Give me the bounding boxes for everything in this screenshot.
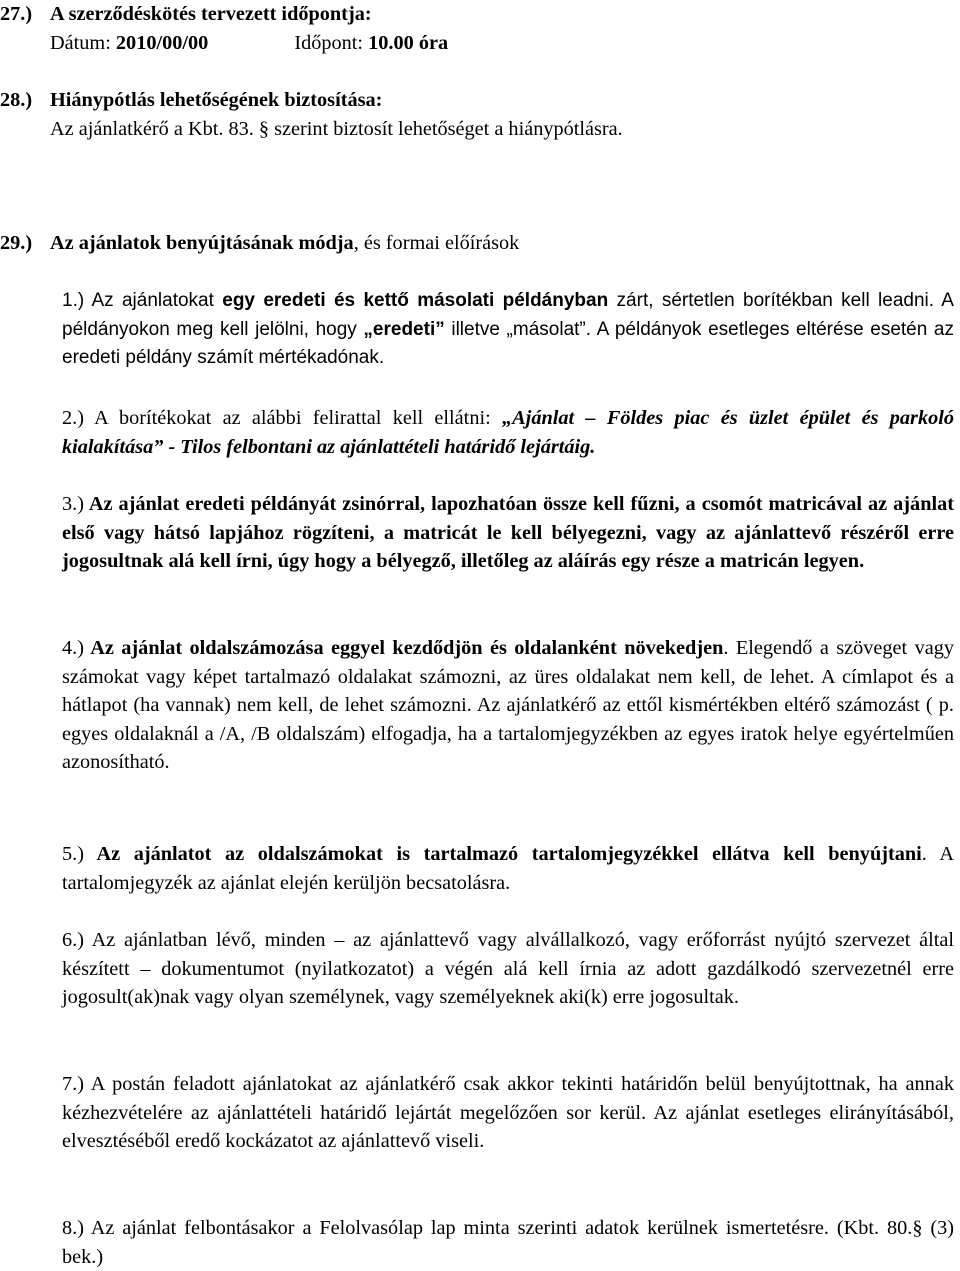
time-label: Időpont: <box>294 31 369 54</box>
section-29 <box>0 229 930 258</box>
emphasis: „eredeti” <box>363 318 445 340</box>
paragraph-4: 4.) Az ajánlat oldalszámozása eggyel kezdődjön és oldalanként növekedjen. Elegendő a szöveget vagy számokat vagy képet tartalmazó oldalakat számozni, az üres oldalakat nem kell, de lehet. A címlapot és a hátlapot (ha vannak) nem kell, de lehet számozni. Az ajánlatkérő az ettől kismértékben eltérő számozást ( p. egyes oldalaknál a /A, /B oldalszám) elfogadja, ha a tartalomjegyzékben az egyes iratok helye egyértelműen azonosítható. <box>62 637 954 773</box>
paragraph-5: 5.) Az ajánlatot az oldalszámokat is tartalmazó tartalomjegyzékkel ellátva kell benyújtani. A tartalomjegyzék az ajánlat elején kerüljön becsatolásra. <box>62 843 954 894</box>
section-28-heading <box>0 86 930 115</box>
section-27 <box>0 0 930 57</box>
section-number: 28.) <box>0 89 33 111</box>
paragraph-3: 3.) Az ajánlat eredeti példányát zsinórral, lapozhatóan össze kell fűzni, a csomót matricával az ajánlat első vagy hátsó lapjához rögzíteni, a matricát le kell bélyegezni, vagy az ajánlattevő részéről erre jogosultnak alá kell írni, úgy hogy a bélyegző, illetőleg az aláírás egy része a matricán legyen. <box>62 493 954 572</box>
paragraph-6: 6.) Az ajánlatban lévő, minden – az ajánlattevő vagy alvállalkozó, vagy erőforrást nyújtó szervezet által készített – dokumentumot (nyilatkozatot) a végén alá kell írnia az adott gazdálkodó szervezetnél erre jogosult(ak)nak vagy olyan személynek, vagy személyeknek aki(k) erre jogosultak. <box>62 929 954 1008</box>
section-title-rest: , és formai előírások <box>353 232 520 254</box>
section-title: Az ajánlatok benyújtásának módja <box>50 232 354 254</box>
paragraph-number: 7.) <box>62 1073 84 1095</box>
paragraph-number: 6.) <box>62 929 84 951</box>
paragraph-number: 4.) <box>62 637 84 659</box>
section-number: 27.) <box>0 3 33 25</box>
paragraph-7: 7.) A postán feladott ajánlatokat az ajánlatkérő csak akkor tekinti határidőn belül benyújtottnak, ha annak kézhezvételére az ajánlattételi határidő lejártát megelőzően sor kerül. Az ajánlat esetleges elirányításából, elvesztéséből eredő kockázatot az ajánlattevő viseli. <box>62 1073 954 1152</box>
time-value: 10.00 óra <box>368 31 449 54</box>
envelope-label: „Ajánlat – Földes piac és üzlet épület és parkoló kialakítása” - Tilos felbontani az ajánlattételi határidő lejártáig. <box>62 407 954 458</box>
paragraph-1: 1.) Az ajánlatokat egy eredeti és kettő másolati példányban zárt, sértetlen borítékban kell leadni. A példányokon meg kell jelölni, hogy „eredeti” illetve „másolat”. A példányok esetleges eltérése esetén az eredeti példány számít mértékadónak. <box>62 290 955 368</box>
paragraph-number: 8.) <box>62 1217 84 1239</box>
section-title: Hiánypótlás lehetőségének biztosítása: <box>50 89 383 111</box>
paragraph-number: 5.) <box>62 843 84 865</box>
date-value: 2010/00/00 <box>115 31 209 54</box>
section-title: A szerződéskötés tervezett időpontja: <box>50 3 372 25</box>
paragraph-8: 8.) Az ajánlat felbontásakor a Felolvasólap lap minta szerinti adatok kerülnek ismertetésre. (Kbt. 80.§ (3) bek.) <box>62 1217 954 1268</box>
section-28 <box>0 86 930 143</box>
section-27-heading <box>0 0 930 29</box>
paragraph-number: 2.) <box>62 407 84 429</box>
paragraph-2: 2.) A borítékokat az alábbi felirattal kell ellátni: „Ajánlat – Földes piac és üzlet épület és parkoló kialakítása” - Tilos felbontani az ajánlattételi határidő lejártáig. <box>62 407 954 458</box>
paragraph-number: 1.) <box>62 290 85 311</box>
paragraph-number: 3.) <box>62 493 84 515</box>
section-27-datetime <box>0 29 930 58</box>
section-28-text: Az ajánlatkérő a Kbt. 83. § szerint biztosít lehetőséget a hiánypótlásra. <box>50 117 623 140</box>
section-number: 29.) <box>0 232 33 254</box>
emphasis: egy eredeti és kettő másolati példányban <box>222 290 609 311</box>
date-label: Dátum: <box>50 31 116 54</box>
